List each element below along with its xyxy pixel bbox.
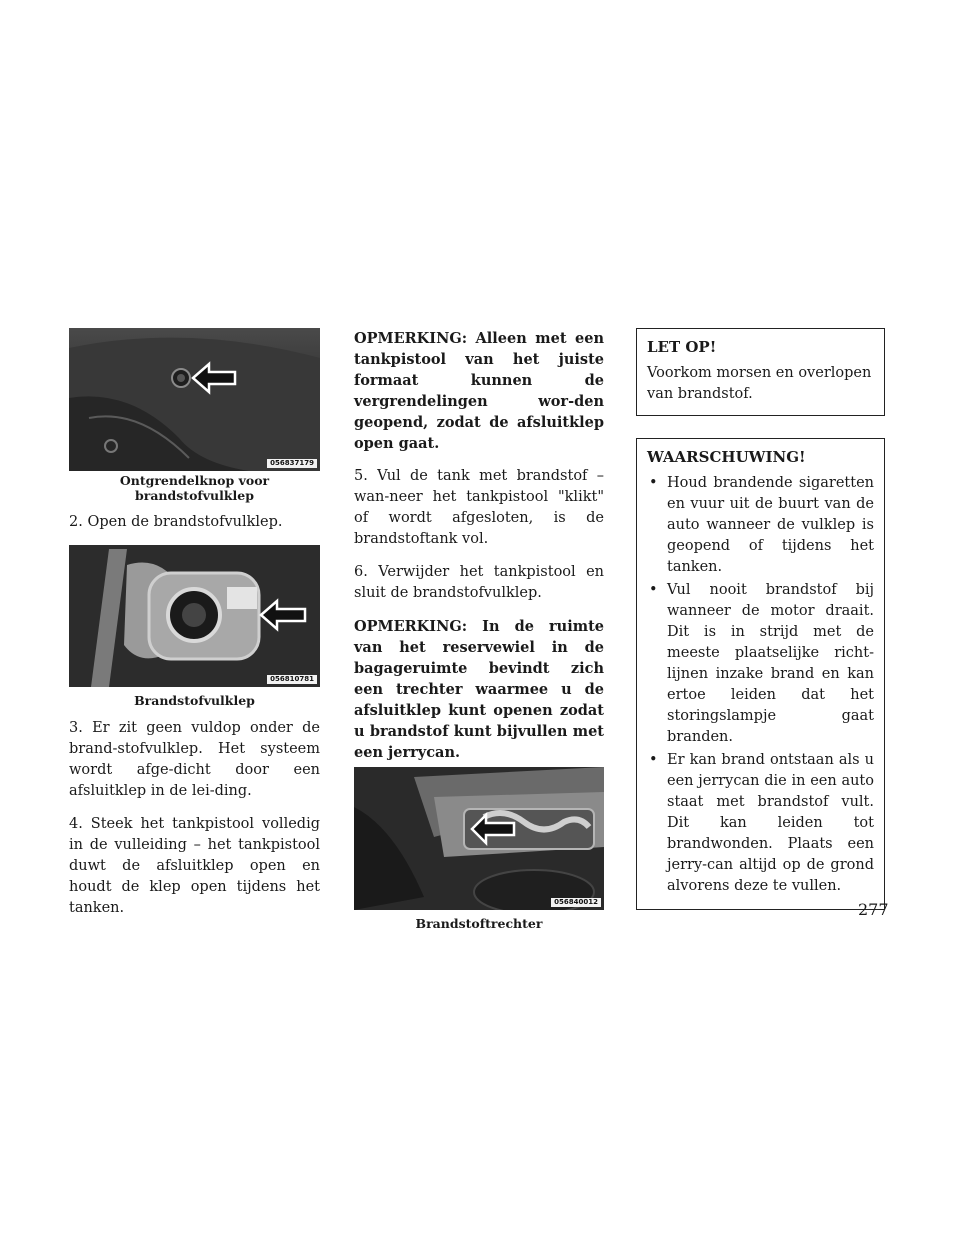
figure-caption: Brandstofvulklep bbox=[134, 693, 255, 708]
column-left bbox=[69, 328, 320, 931]
step-6-text: 6. Verwijder het tankpistool en sluit de brandstofvulklep. bbox=[354, 564, 604, 601]
warning-list bbox=[647, 473, 874, 897]
fuel-door-release-illustration bbox=[69, 328, 320, 471]
column-right bbox=[636, 328, 885, 932]
fuel-filler-door-illustration bbox=[69, 545, 320, 687]
page-number: 277 bbox=[858, 900, 889, 919]
figure-code: 056837179 bbox=[267, 459, 317, 468]
figure-caption: Ontgrendelknop voor brandstofvulklep bbox=[119, 473, 270, 503]
fuel-funnel-photo bbox=[354, 767, 604, 910]
caution-box bbox=[636, 328, 885, 416]
fuel-filler-door-photo bbox=[69, 545, 320, 687]
step-3-text: 3. Er zit geen vuldop onder de brand-stofvulklep. Het systeem wordt afge-dicht door een afsluitklep in de lei-ding. bbox=[69, 720, 320, 799]
figure-code: 056810781 bbox=[267, 675, 317, 684]
column-middle bbox=[354, 328, 604, 931]
figure-caption: Brandstoftrechter bbox=[415, 916, 543, 931]
warning-item: • Houd brandende sigaretten en vuur uit de buurt van de auto wanneer de vulklep is geopend of tijdens het tanken. bbox=[647, 473, 874, 578]
warning-item: • Vul nooit brandstof bij wanneer de motor draait. Dit is in strijd met de meeste plaatselijke richt-lijnen inzake brand en kan ertoe leiden dat het storingslampje gaat branden. bbox=[647, 580, 874, 748]
step-5-text: 5. Vul de tank met brandstof – wan-neer het tankpistool "klikt" of wordt afgesloten, is de brandstoftank vol. bbox=[354, 468, 604, 547]
warning-item: • Er kan brand ontstaan als u een jerrycan die in een auto staat met brandstof vult. Dit kan leiden tot brandwonden. Plaats een jerry-can altijd op de grond alvorens deze te vullen. bbox=[647, 750, 874, 897]
warning-box bbox=[636, 438, 885, 910]
step-4-text: 4. Steek het tankpistool volledig in de vulleiding – het tankpistool duwt de afsluitklep open en houdt de klep open tijdens het tanken. bbox=[69, 816, 320, 916]
fuel-door-release-photo bbox=[69, 328, 320, 471]
step-2-text: 2. Open de brandstofvulklep. bbox=[69, 514, 283, 530]
caution-title: LET OP! bbox=[647, 338, 717, 356]
caution-text: Voorkom morsen en overlopen van brandstof. bbox=[647, 365, 872, 402]
note-funnel-location: OPMERKING: In de ruimte van het reservewiel in de bagageruimte bevindt zich een trechter waarmee u de afsluitklep kunt openen zodat u brandstof kunt bijvullen met een jerrycan. bbox=[354, 618, 604, 761]
fuel-funnel-illustration bbox=[354, 767, 604, 910]
warning-title: WAARSCHUWING! bbox=[647, 448, 806, 466]
figure-code: 056840012 bbox=[551, 898, 601, 907]
note-nozzle-size: OPMERKING: Alleen met een tankpistool van het juiste formaat kunnen de vergrendelingen wor-den geopend, zodat de afsluitklep open gaat. bbox=[354, 330, 604, 452]
